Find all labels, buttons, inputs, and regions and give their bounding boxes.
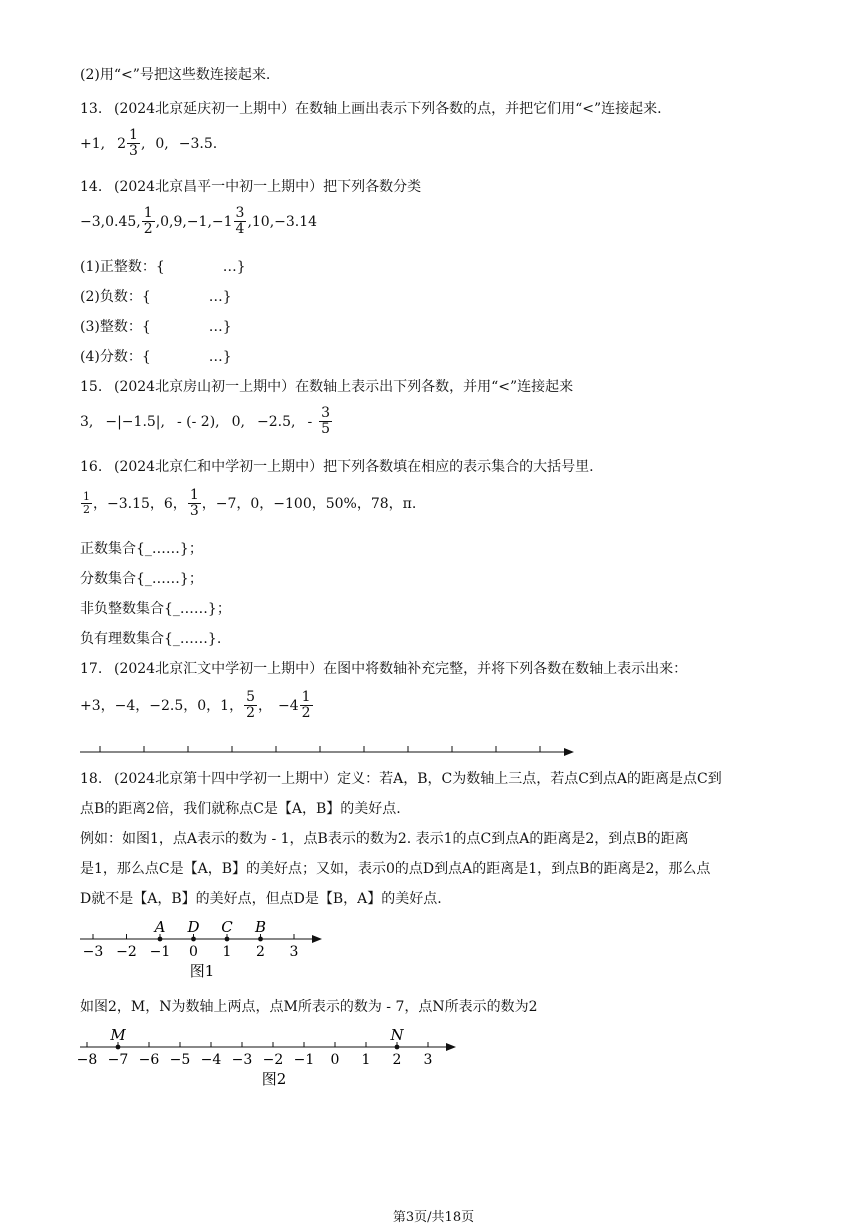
q14-text: (2024北京昌平一中初一上期中）把下列各数分类 (114, 179, 422, 195)
fig2-tick-label: 3 (423, 1052, 433, 1068)
q16-fraction-2: $\frac{1}{3}$ (189, 487, 199, 519)
q16-set-positive: 正数集合{_……}； (80, 541, 203, 557)
q13-number: 13. (80, 101, 103, 117)
q12-part2: (2)用“<”号把这些数连接起来. (80, 67, 271, 83)
fig2-tick-label: 0 (330, 1052, 340, 1068)
q18-line4: 是1，那么点C是【A，B】的美好点；又如，表示0的点D到点A的距离是1，到点B的距离是2，那么点 (80, 861, 711, 877)
q14-part2: (2)负数：{ …} (80, 289, 232, 305)
fig1-point-label: C (221, 918, 233, 936)
q13-item-b-sep: , (140, 135, 146, 152)
q16-set-fraction: 分数集合{_……}； (80, 571, 203, 587)
fig1-tick-label: −2 (116, 944, 137, 960)
q14-part1: (1)正整数：{ …} (80, 259, 246, 275)
q14-number: 14. (80, 179, 103, 195)
fig1-tick-label: 3 (289, 944, 299, 960)
page-footer: 第3页/共18页 (392, 1210, 475, 1225)
fig1-tick-label: −3 (82, 944, 104, 960)
q17-text: (2024北京汇文中学初一上期中）在图中将数轴补充完整，并将下列各数在数轴上表示出来： (114, 661, 688, 677)
fig2-point-label: M (110, 1026, 126, 1044)
q13-item-a: +1, (80, 135, 106, 152)
q15-text: (2024北京房山初一上期中）在数轴上表示出下列各数，并用“<”连接起来 (114, 379, 574, 395)
q13-item-d: −3.5. (178, 135, 218, 152)
q13-fraction: $\frac{1}{3}$ (129, 127, 138, 159)
q18-line2: 点B的距离2倍，我们就称点C是【A，B】的美好点. (80, 801, 401, 817)
fig1-point-label: D (187, 918, 200, 936)
fig2-tick-label: 2 (392, 1052, 402, 1068)
q14-fraction-2: $\frac{3}{4}$ (235, 205, 245, 237)
fig2-tick-label: −2 (262, 1052, 284, 1068)
fig1-point-label: A (154, 918, 166, 936)
fig1-tick-label: −1 (149, 944, 171, 960)
fig1-tick-label: 0 (189, 944, 198, 960)
q17-fraction-1: $\frac{5}{2}$ (246, 689, 256, 721)
q15-fraction: $\frac{3}{5}$ (321, 405, 331, 437)
q14-part4: (4)分数：{ …} (80, 349, 232, 365)
fig2-point-label: N (390, 1026, 404, 1044)
fig2-tick-label: 1 (361, 1052, 371, 1068)
q17-numbers: +3，−4，−2.5，0，1， $\frac{5}{2}$ ， −4 $\frac{1}{2}$ (80, 689, 311, 721)
q18-line3: 例如：如图1，点A表示的数为 - 1，点B表示的数为2. 表示1的点C到点A的距离是2，到点B的距离 (80, 831, 689, 847)
q16-number: 16. (80, 459, 103, 475)
q17-number: 17. (80, 661, 103, 677)
q14-seq-c: ,10,−3.14 (247, 213, 318, 230)
fig1-tick-label: 1 (222, 944, 232, 960)
fig2-tick-label: −1 (293, 1052, 315, 1068)
figure-2-caption: 图2 (261, 1070, 287, 1088)
q14-seq-b: ,0,9,−1,−1 (155, 213, 233, 230)
q15-number: 15. (80, 379, 103, 395)
fig2-tick-label: −7 (107, 1052, 129, 1068)
q16-fraction-1: $\frac{1}{2}$ (83, 490, 90, 516)
q18-line1: 18. (2024北京第十四中学初一上期中）定义：若A，B，C为数轴上三点，若点C到点A的距离是点C到 (80, 771, 722, 787)
q18-line5: D就不是【A，B】的美好点，但点D是【B，A】的美好点. (80, 891, 442, 907)
q18-line6: 如图2，M，N为数轴上两点，点M所表示的数为 - 7，点N所表示的数为2 (80, 999, 538, 1015)
q17-fraction-2: $\frac{1}{2}$ (301, 689, 311, 721)
fig1-tick-label: 2 (256, 944, 265, 960)
q13-item-b-whole: 2 (117, 135, 127, 152)
q14-part3: (3)整数：{ …} (80, 319, 232, 335)
figure-1-caption: 图1 (189, 962, 215, 980)
q14-seq-a: −3,0.45, (80, 213, 141, 230)
fig2-tick-label: −3 (231, 1052, 253, 1068)
q16-text: (2024北京仁和中学初一上期中）把下列各数填在相应的表示集合的大括号里. (114, 459, 594, 475)
fig2-tick-label: −8 (76, 1052, 98, 1068)
q14-fraction-1: $\frac{1}{2}$ (143, 205, 153, 237)
q16-set-neg-rational: 负有理数集合{_……}. (80, 631, 222, 647)
fig2-tick-label: −5 (169, 1052, 191, 1068)
q16-numbers: $\frac{1}{2}$ ，−3.15，6， $\frac{1}{3}$ ，−7，0，−100，50%，78，π. (83, 487, 417, 519)
q13-text: (2024北京延庆初一上期中）在数轴上画出表示下列各数的点，并把它们用“<”连接起来. (114, 101, 662, 117)
q16-set-nonneg-int: 非负整数集合{_……}； (80, 601, 231, 617)
fig2-tick-label: −6 (138, 1052, 160, 1068)
fig1-point-label: B (254, 918, 267, 936)
q13-item-c: 0, (155, 135, 169, 152)
q15-numbers: 3, −|−1.5|, - (- 2), 0, −2.5, - $\frac{3}{5}$ (80, 405, 331, 437)
q18-number: 18. (80, 771, 103, 787)
fig2-tick-label: −4 (200, 1052, 222, 1068)
